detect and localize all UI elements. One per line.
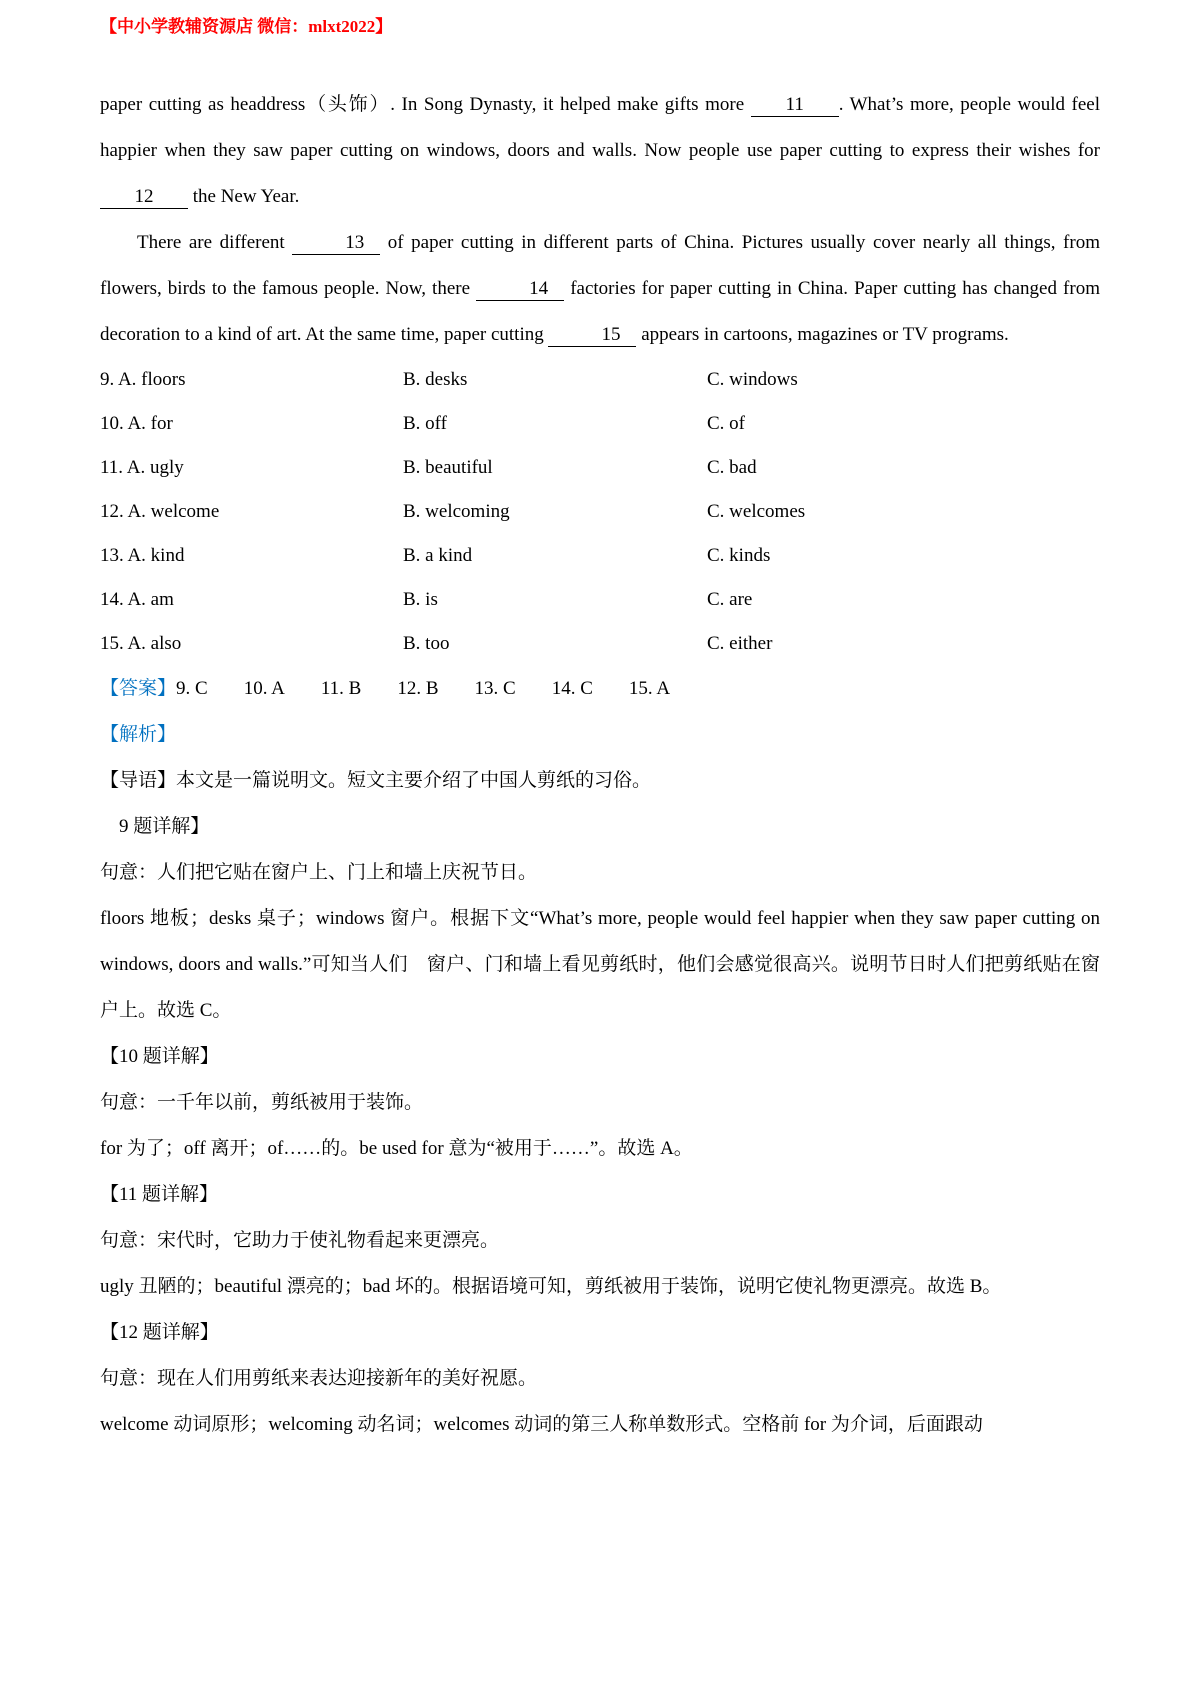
option-cell: B. too [403,633,450,654]
section-11-sentence: 句意：宋代时，它助力于使礼物看起来更漂亮。 [100,1230,500,1251]
option-row-14 [100,578,1100,622]
option-row-13 [100,534,1100,578]
option-cell: 11. A. ugly [100,457,184,478]
answer-label: 【答案】 [100,678,177,699]
section-heading-11: 【11 题详解】 [100,1184,219,1205]
answer-item-11: 11. B [320,678,362,699]
option-cell: B. is [403,589,438,610]
option-row-11 [100,446,1100,490]
option-cell: C. kinds [707,545,771,566]
cloze-blank: 14 [476,278,564,301]
passage-paragraph-1: paper cutting as headdress（头饰）. In Song Dynasty, it helped make gifts more 11 . What’s more, people would feel happier when they saw paper cutting on windows, doors and walls. Now people use paper cutting to express their wishes for 12 the New Year. [100,94,1100,207]
answer-item-13: 13. C [474,678,516,699]
option-cell: 15. A. also [100,633,182,654]
answer-item-12: 12. B [397,678,439,699]
cloze-passage [100,82,1100,358]
option-cell: 10. A. for [100,413,173,434]
option-cell: C. either [707,633,773,654]
answer-item-15: 15. A [628,678,671,699]
section-heading-12: 【12 题详解】 [100,1322,219,1343]
answer-item-14: 14. C [551,678,593,699]
section-10-explanation: for 为了；off 离开；of……的。be used for 意为“被用于……”。故选 A。 [100,1138,693,1159]
cloze-blank: 11 [751,94,839,117]
analysis-block [100,712,1100,1448]
section-11-explanation: ugly 丑陋的；beautiful 漂亮的；bad 坏的。根据语境可知，剪纸被用于装饰，说明它使礼物更漂亮。故选 B。 [100,1276,1002,1297]
option-cell: C. of [707,413,745,434]
option-cell: C. are [707,589,753,610]
option-cell: 13. A. kind [100,545,185,566]
option-cell: B. welcoming [403,501,510,522]
option-cell: C. windows [707,369,798,390]
option-cell: B. desks [403,369,468,390]
section-heading-9: 9 题详解】 [100,816,210,837]
answer-item-9: 9. C [176,678,208,699]
analysis-label: 【解析】 [100,724,177,745]
section-9-sentence: 句意：人们把它贴在窗户上、门上和墙上庆祝节日。 [100,862,538,883]
section-heading-10: 【10 题详解】 [100,1046,219,1067]
cloze-blank: 12 [100,186,188,209]
option-cell: C. bad [707,457,757,478]
analysis-intro: 【导语】本文是一篇说明文。短文主要介绍了中国人剪纸的习俗。 [100,770,652,791]
option-row-10 [100,402,1100,446]
option-cell: B. beautiful [403,457,493,478]
section-12-explanation: welcome 动词原形；welcoming 动名词；welcomes 动词的第三人称单数形式。空格前 for 为介词，后面跟动 [100,1414,983,1435]
option-row-9 [100,358,1100,402]
option-row-12 [100,490,1100,534]
option-cell: B. a kind [403,545,473,566]
section-10-sentence: 句意：一千年以前，剪纸被用于装饰。 [100,1092,424,1113]
cloze-blank: 13 [292,232,380,255]
options-grid [100,358,1100,666]
answer-line [100,666,1100,712]
option-cell: 14. A. am [100,589,174,610]
cloze-blank: 15 [548,324,636,347]
option-row-15 [100,622,1100,666]
answer-item-10: 10. A [243,678,285,699]
passage-paragraph-2: There are different 13 of paper cutting in different parts of China. Pictures usually cover nearly all things, from flowers, birds to the famous people. Now, there 14 factories for paper cutting in China. Paper cutting has changed from decoration to a kind of art. At the same time, paper cutting 15 appears in cartoons, magazines or TV programs. [100,232,1100,345]
option-cell: C. welcomes [707,501,806,522]
section-12-sentence: 句意：现在人们用剪纸来表达迎接新年的美好祝愿。 [100,1368,538,1389]
option-cell: B. off [403,413,447,434]
shop-banner: 【中小学教辅资源店 微信：mlxt2022】 [100,17,393,36]
option-cell: 12. A. welcome [100,501,220,522]
option-cell: 9. A. floors [100,369,186,390]
section-9-explanation: floors 地板；desks 桌子；windows 窗户。根据下文“What’s more, people would feel happier when they saw paper cutting on windows, doors and walls.”可知当人们 窗户、门和墙上看见剪纸时，他们会感觉很高兴。说明节日时人们把剪纸贴在窗户上。故选 C。 [100,908,1100,1021]
